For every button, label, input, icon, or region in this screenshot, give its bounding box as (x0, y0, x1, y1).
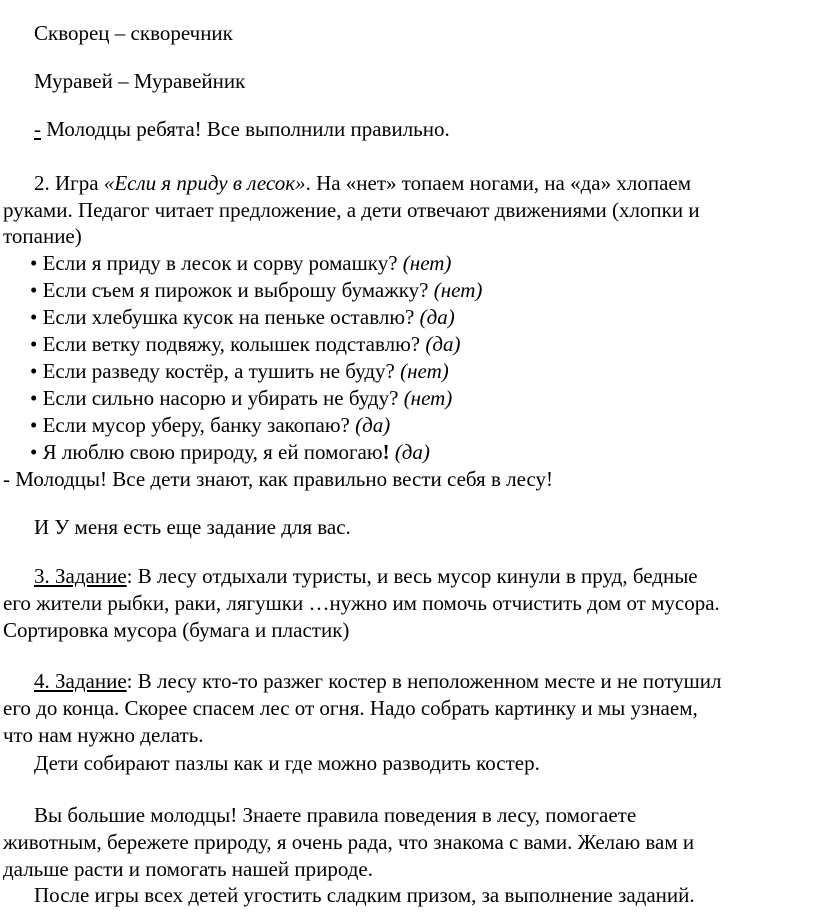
closing-line4: После игры всех детей угостить сладким призом, за выполнение заданий. (34, 883, 695, 907)
pair-ant: Муравей – Муравейник (34, 69, 246, 93)
dash-marker: - (34, 117, 41, 141)
list-item: • Если ветку подвяжу, колышек подставлю? (да) (30, 332, 461, 356)
game2-rest: . На «нет» топаем ногами, на «да» хлопаем (305, 171, 692, 195)
more-task-line: И У меня есть еще задание для вас. (34, 515, 351, 539)
list-item: • Если хлебушка кусок на пеньке оставлю? (да) (30, 305, 455, 329)
praise-text: Молодцы ребята! Все выполнили правильно. (41, 117, 450, 141)
closing-line3: дальше расти и помогать нашей природе. (3, 857, 373, 881)
praise-line-2: - Молодцы! Все дети знают, как правильно вести себя в лесу! (3, 467, 553, 491)
game2-line2: руками. Педагог читает предложение, а дети отвечают движениями (хлопки и (3, 198, 700, 222)
game2-line3: топание) (3, 224, 82, 248)
game2-prefix: 2. Игра (34, 171, 104, 195)
task3-label: 3. Задание (34, 564, 127, 588)
pair-starling: Скворец – скворечник (34, 21, 233, 45)
game2-heading (34, 170, 691, 196)
task4-line3: что нам нужно делать. (3, 723, 204, 747)
closing-line1: Вы большие молодцы! Знаете правила поведения в лесу, помогаете (34, 803, 637, 827)
closing-line2: животным, бережете природу, я очень рада, что знакома с вами. Желаю вам и (3, 830, 695, 854)
list-item: • Если съем я пирожок и выброшу бумажку? (нет) (30, 278, 483, 302)
list-item: • Если сильно насорю и убирать не буду? (нет) (30, 386, 453, 410)
task3-line3: Сортировка мусора (бумага и пластик) (3, 618, 350, 642)
task4-label: 4. Задание (34, 669, 127, 693)
game2-title: «Если я приду в лесок» (103, 171, 306, 195)
task3-line1: 3. Задание: В лесу отдыхали туристы, и весь мусор кинули в пруд, бедные (34, 564, 698, 588)
task4-line2: его до конца. Скорее спасем лес от огня. Надо собрать картинку и мы узнаем, (3, 696, 698, 720)
task3-line2: его жители рыбки, раки, лягушки …нужно им помочь отчистить дом от мусора. (3, 591, 720, 615)
list-item: • Если мусор уберу, банку закопаю? (да) (30, 413, 391, 437)
list-item: • Если разведу костёр, а тушить не буду? (нет) (30, 359, 449, 383)
task4-line1: 4. Задание: В лесу кто-то разжег костер в неположенном месте и не потушил (34, 669, 722, 693)
task4-line4: Дети собирают пазлы как и где можно разводить костер. (34, 751, 540, 775)
list-item: • Я люблю свою природу, я ей помогаю! (да) (30, 440, 430, 464)
praise-line-1 (34, 116, 450, 142)
list-item: • Если я приду в лесок и сорву ромашку? (нет) (30, 251, 452, 275)
